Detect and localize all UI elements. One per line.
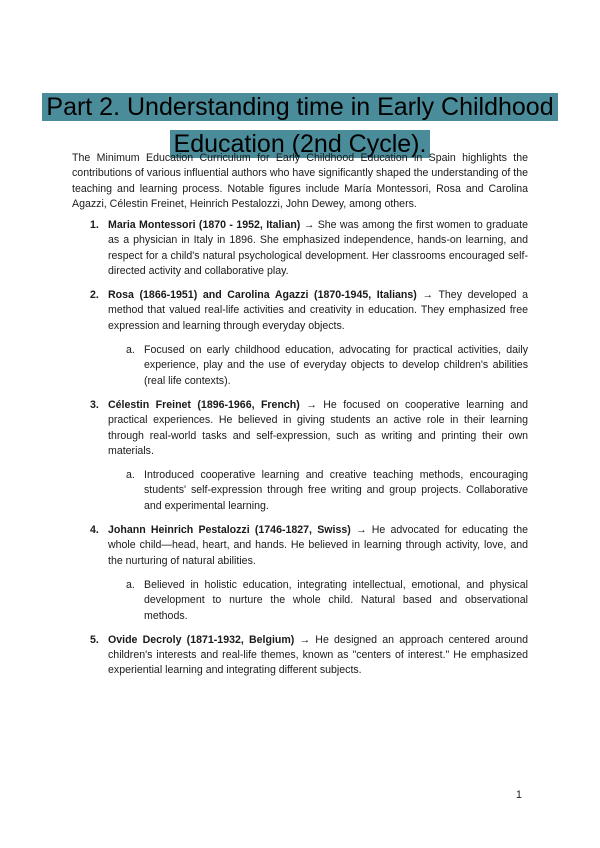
list-item (72, 633, 528, 679)
list-number: 4. (90, 524, 99, 537)
list-item-text (108, 633, 528, 679)
list-item-text (108, 398, 528, 459)
author-name: Maria Montessori (1870 - 1952, Italian) (108, 219, 301, 231)
sub-letter: a. (126, 578, 135, 591)
list-number: 2. (90, 289, 99, 302)
sub-item (108, 343, 528, 389)
list-item (72, 523, 528, 624)
intro-paragraph: The Minimum Education Curriculum for Early Childhood Education in Spain highlights the contributions of various influential authors who have significantly shaped the understanding of the teaching and learning process. Notable figures include María Montessori, Rosa and Carolina Agazzi, Célestin Freinet, Heinrich Pestalozzi, John Dewey, among others. (72, 152, 528, 210)
author-description: → He designed an approach centered around children's interests and real-life themes, known as "centers of interest." He emphasized experiential learning and integrating different subjects. (108, 633, 528, 677)
sub-letter: a. (126, 344, 135, 357)
list-item (72, 218, 528, 279)
authors-list (72, 218, 528, 688)
list-number: 3. (90, 398, 99, 411)
author-description: → He advocated for educating the whole child—head, heart, and hands. He believed in learning through activity, love, and the nurturing of natural abilities. (108, 524, 529, 567)
author-name: Rosa (1866-1951) and Carolina Agazzi (1870-1945, Italians) (108, 289, 417, 302)
list-item-text (108, 288, 528, 334)
list-item (72, 288, 528, 389)
author-description: → He focused on cooperative learning and practical experiences. He believed in giving students an active role in their learning through real-world tasks and self-expression, such as writing and printing their own materials. (108, 398, 529, 457)
author-name: Ovide Decroly (1871-1932, Belgium) (108, 633, 295, 646)
list-item-text (108, 523, 528, 569)
sub-item (108, 578, 528, 624)
author-name: Célestin Freinet (1896-1966, French) (108, 398, 300, 411)
author-name: Johann Heinrich Pestalozzi (1746-1827, Swiss) (108, 524, 351, 537)
sub-item-text: Focused on early childhood education, advocating for practical activities, daily experience, play and the use of everyday objects to develop children's abilities (real life contexts). (144, 344, 528, 387)
sub-letter: a. (126, 469, 135, 482)
author-description: → They developed a method that valued real-life activities and creativity in education. They emphasized free expression and learning through everyday objects. (108, 289, 529, 332)
list-number: 1. (90, 219, 99, 231)
page-number: 1 (516, 789, 522, 801)
page-title-highlight: Part 2. Understanding time in Early Childhood Education (2nd Cycle). (42, 93, 557, 158)
list-number: 5. (90, 633, 99, 646)
list-item (72, 398, 528, 514)
list-item-text (108, 218, 528, 279)
author-description: → She was among the first women to graduate as a physician in Italy in 1896. She emphasized independence, hands-on learning, and respect for a child's natural psychological development. Her classrooms encouraged self-directed activity and collaborative play. (108, 219, 529, 277)
sub-item (108, 468, 528, 514)
sub-item-text: Believed in holistic education, integrating intellectual, emotional, and physical development to nurture the whole child. Natural based and observational methods. (144, 578, 528, 622)
sub-item-text: Introduced cooperative learning and creative teaching methods, encouraging students' self-expression through free writing and group projects. Collaborative and experimental learning. (144, 469, 528, 512)
